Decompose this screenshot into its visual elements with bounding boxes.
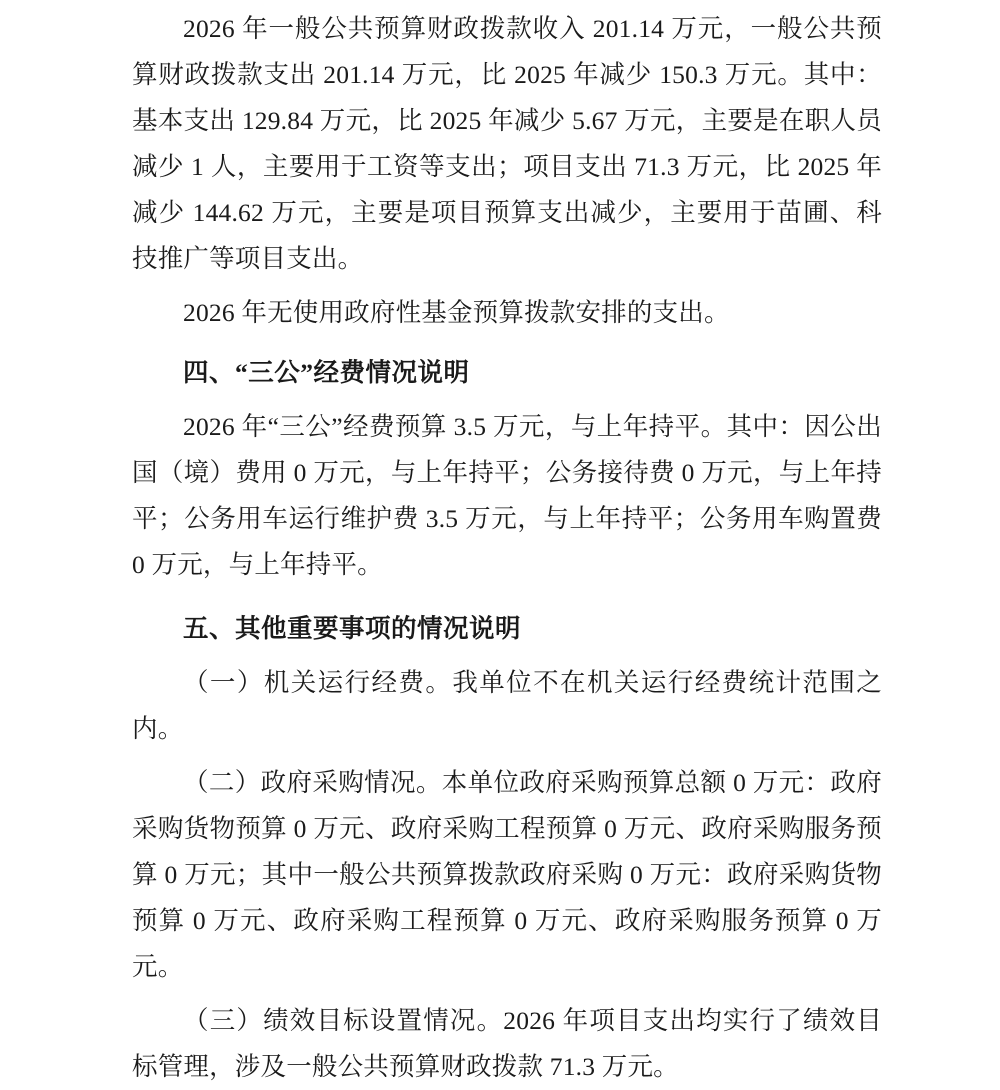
heading-other-important-matters: 五、其他重要事项的情况说明 [183,614,522,643]
paragraph-item-performance-targets: （三）绩效目标设置情况。2026 年项目支出均实行了绩效目标管理，涉及一般公共预算财政拨款 71.3 万元。 [132,1006,882,1081]
heading-sangong-expenses: 四、“三公”经费情况说明 [183,358,470,387]
paragraph-sangong-detail: 2026 年“三公”经费预算 3.5 万元，与上年持平。其中：因公出国（境）费用 0 万元，与上年持平；公务接待费 0 万元，与上年持平；公务用车运行维护费 3.5 万元，与上年持平；公务用车购置费 0 万元，与上年持平。 [132,412,882,579]
paragraph-budget-income-expense: 2026 年一般公共预算财政拨款收入 201.14 万元，一般公共预算财政拨款支出 201.14 万元，比 2025 年减少 150.3 万元。其中：基本支出 129.84 万元，比 2025 年减少 5.67 万元，主要是在职人员减少 1 人，主要用于工资等支出；项目支出 71.3 万元，比 2025 年减少 144.62 万元，主要是项目预算支出减少，主要用于苗圃、科技推广等项目支出。 [132,14,882,273]
heading-spacer [132,338,882,344]
paragraph-no-government-fund: 2026 年无使用政府性基金预算拨款安排的支出。 [183,298,730,327]
heading-spacer [132,590,882,600]
paragraph-item-operating-expenses: （一）机关运行经费。我单位不在机关运行经费统计范围之内。 [132,668,882,743]
paragraph-item-government-procurement: （二）政府采购情况。本单位政府采购预算总额 0 万元：政府采购货物预算 0 万元、政府采购工程预算 0 万元、政府采购服务预算 0 万元；其中一般公共预算拨款政府采购 0 万元：政府采购货物预算 0 万元、政府采购工程预算 0 万元、政府采购服务预算 0 万元。 [132,768,882,981]
